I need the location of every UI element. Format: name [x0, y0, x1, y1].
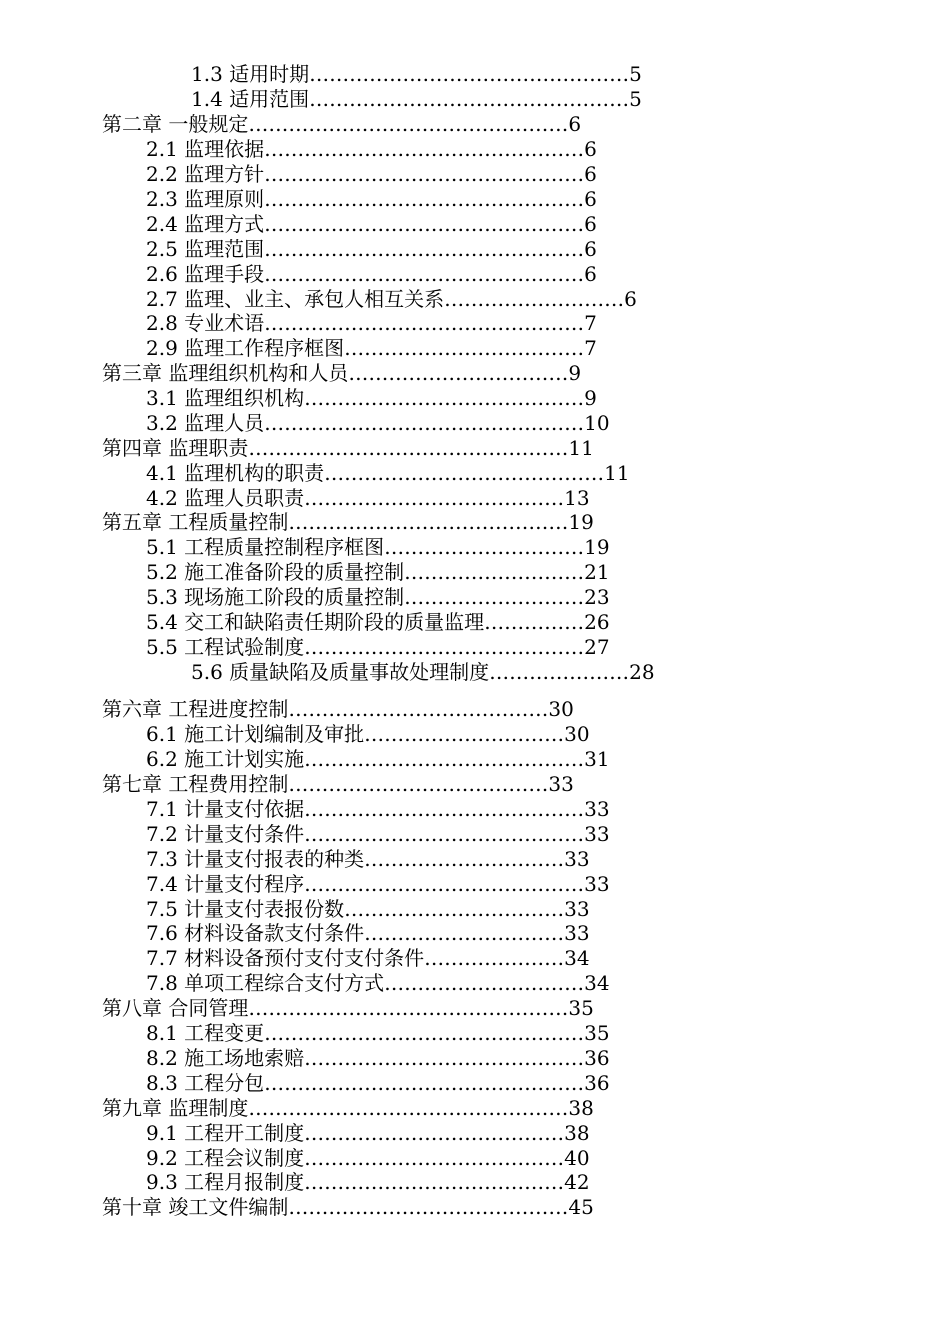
- toc-page-number: 6: [584, 212, 597, 236]
- toc-entry-title: 第九章 监理制度: [102, 1096, 249, 1120]
- toc-page-number: 19: [568, 510, 594, 534]
- toc-page-number: 35: [584, 1021, 610, 1045]
- toc-entry: [146, 1021, 610, 1045]
- toc-entry-title: 5.4 交工和缺陷责任期阶段的质量监理: [146, 610, 485, 634]
- toc-entry-title: 9.1 工程开工制度: [146, 1121, 305, 1145]
- toc-entry-title: 5.1 工程质量控制程序框图: [146, 535, 385, 559]
- toc-page-number: 21: [584, 560, 610, 584]
- toc-entry: [146, 585, 610, 609]
- toc-leader-dots: ……………………………………: [304, 635, 585, 659]
- toc-page-number: 6: [568, 112, 582, 136]
- toc-chapter-entry: [102, 436, 594, 460]
- toc-entry-title: 第三章 监理组织机构和人员: [102, 361, 349, 385]
- toc-entry: [146, 535, 610, 559]
- toc-leader-dots: …………………………: [364, 921, 565, 945]
- toc-leader-dots: ……………………………………: [304, 747, 585, 771]
- toc-page-number: 11: [604, 461, 630, 485]
- toc-entry-title: 2.4 监理方式: [146, 212, 265, 236]
- toc-entry: [146, 486, 590, 510]
- toc-leader-dots: ………………………: [444, 287, 625, 311]
- toc-page-number: 33: [584, 822, 610, 846]
- toc-entry-title: 第二章 一般规定: [102, 112, 249, 136]
- toc-leader-dots: ……………: [484, 610, 585, 634]
- toc-entry-title: 7.2 计量支付条件: [146, 822, 305, 846]
- toc-chapter-entry: [102, 772, 574, 796]
- toc-entry: [146, 1170, 590, 1194]
- toc-leader-dots: ……………………………………: [288, 1195, 569, 1219]
- toc-entry-title: 第七章 工程费用控制: [102, 772, 289, 796]
- toc-page-number: 33: [564, 847, 590, 871]
- toc-entry: [146, 411, 610, 435]
- toc-leader-dots: …………………………………………: [264, 1071, 585, 1095]
- toc-leader-dots: …………………………………: [304, 1146, 565, 1170]
- toc-entry: [146, 162, 597, 186]
- toc-entry-title: 7.6 材料设备款支付条件: [146, 921, 365, 945]
- toc-page-number: 33: [564, 897, 590, 921]
- toc-page-number: 33: [584, 797, 610, 821]
- toc-page-number: 13: [564, 486, 590, 510]
- toc-entry-title: 2.8 专业术语: [146, 311, 265, 335]
- toc-entry: [146, 262, 597, 286]
- toc-page-number: 5: [629, 87, 642, 111]
- toc-leader-dots: …………………………………………: [309, 62, 630, 86]
- toc-page-number: 33: [564, 921, 590, 945]
- toc-entry-title: 第四章 监理职责: [102, 436, 249, 460]
- toc-leader-dots: …………………………………………: [264, 137, 585, 161]
- toc-entry: [146, 336, 597, 360]
- toc-leader-dots: …………………………………………: [309, 87, 630, 111]
- toc-page-number: 6: [584, 237, 597, 261]
- toc-leader-dots: ……………………………………: [304, 386, 585, 410]
- toc-entry: [191, 660, 655, 684]
- toc-leader-dots: ……………………………………: [324, 461, 605, 485]
- toc-page-number: 7: [584, 336, 597, 360]
- toc-entry: [146, 237, 597, 261]
- toc-page-number: 6: [584, 137, 597, 161]
- toc-entry-title: 2.9 监理工作程序框图: [146, 336, 345, 360]
- toc-entry: [146, 311, 597, 335]
- toc-leader-dots: ………………………: [404, 560, 585, 584]
- toc-entry: [146, 847, 590, 871]
- toc-page-number: 33: [584, 872, 610, 896]
- toc-page-number: 36: [584, 1071, 610, 1095]
- toc-leader-dots: …………………………………………: [264, 1021, 585, 1045]
- toc-entry: [146, 797, 610, 821]
- toc-leader-dots: …………………………………………: [264, 187, 585, 211]
- toc-page-number: 26: [584, 610, 610, 634]
- toc-leader-dots: …………………………………………: [248, 996, 569, 1020]
- toc-leader-dots: ……………………………………: [304, 797, 585, 821]
- toc-entry: [146, 386, 597, 410]
- toc-leader-dots: …………………………………: [288, 697, 549, 721]
- toc-leader-dots: ……………………………: [344, 897, 565, 921]
- toc-page-number: 40: [564, 1146, 590, 1170]
- toc-leader-dots: ………………………: [404, 585, 585, 609]
- toc-page-number: 7: [584, 311, 597, 335]
- toc-entry-title: 7.1 计量支付依据: [146, 797, 305, 821]
- toc-entry-title: 第八章 合同管理: [102, 996, 249, 1020]
- toc-entry-title: 7.5 计量支付表报份数: [146, 897, 345, 921]
- toc-page-number: 10: [584, 411, 610, 435]
- toc-entry-title: 4.1 监理机构的职责: [146, 461, 325, 485]
- toc-leader-dots: …………………………: [364, 847, 565, 871]
- toc-entry: [146, 1046, 610, 1070]
- toc-entry-title: 5.3 现场施工阶段的质量控制: [146, 585, 405, 609]
- toc-leader-dots: …………………: [424, 946, 565, 970]
- toc-entry-title: 3.1 监理组织机构: [146, 386, 305, 410]
- toc-entry: [146, 722, 590, 746]
- toc-entry: [146, 822, 610, 846]
- toc-page-number: 6: [624, 287, 637, 311]
- toc-entry-title: 2.5 监理范围: [146, 237, 265, 261]
- toc-leader-dots: ……………………………………: [288, 510, 569, 534]
- toc-entry-title: 第五章 工程质量控制: [102, 510, 289, 534]
- toc-leader-dots: ……………………………………: [304, 872, 585, 896]
- toc-entry-title: 1.3 适用时期: [191, 62, 310, 86]
- toc-entry-title: 4.2 监理人员职责: [146, 486, 305, 510]
- toc-entry-title: 2.7 监理、业主、承包人相互关系: [146, 287, 445, 311]
- toc-page-number: 6: [584, 262, 597, 286]
- toc-leader-dots: …………………………………: [304, 1121, 565, 1145]
- toc-leader-dots: …………………………: [384, 971, 585, 995]
- toc-entry-title: 7.7 材料设备预付支付支付条件: [146, 946, 425, 970]
- toc-chapter-entry: [102, 1096, 594, 1120]
- toc-chapter-entry: [102, 112, 581, 136]
- toc-page-number: 9: [584, 386, 597, 410]
- toc-leader-dots: ………………………………: [344, 336, 585, 360]
- toc-page-number: 28: [629, 660, 655, 684]
- toc-leader-dots: ……………………………: [348, 361, 569, 385]
- toc-page-number: 38: [564, 1121, 590, 1145]
- toc-entry-title: 6.1 施工计划编制及审批: [146, 722, 365, 746]
- toc-entry-title: 2.6 监理手段: [146, 262, 265, 286]
- toc-entry-title: 3.2 监理人员: [146, 411, 265, 435]
- toc-entry: [146, 187, 597, 211]
- toc-entry: [146, 1146, 590, 1170]
- toc-entry: [146, 212, 597, 236]
- toc-leader-dots: …………………………………………: [248, 112, 569, 136]
- toc-leader-dots: …………………………………………: [264, 411, 585, 435]
- toc-leader-dots: …………………………………: [304, 1170, 565, 1194]
- toc-entry: [146, 1121, 590, 1145]
- toc-chapter-entry: [102, 1195, 594, 1219]
- toc-entry: [146, 635, 610, 659]
- toc-entry-title: 9.3 工程月报制度: [146, 1170, 305, 1194]
- toc-entry: [146, 872, 610, 896]
- toc-entry: [191, 87, 642, 111]
- toc-page-number: 30: [564, 722, 590, 746]
- toc-chapter-entry: [102, 510, 594, 534]
- toc-page-number: 38: [568, 1096, 594, 1120]
- toc-page-number: 42: [564, 1170, 590, 1194]
- toc-leader-dots: ……………………………………: [304, 822, 585, 846]
- toc-page-number: 45: [568, 1195, 594, 1219]
- toc-entry-title: 2.3 监理原则: [146, 187, 265, 211]
- toc-leader-dots: ……………………………………: [304, 1046, 585, 1070]
- toc-entry-title: 9.2 工程会议制度: [146, 1146, 305, 1170]
- toc-leader-dots: …………………………………………: [264, 212, 585, 236]
- toc-entry-title: 第十章 竣工文件编制: [102, 1195, 289, 1219]
- toc-entry: [146, 946, 590, 970]
- toc-entry-title: 5.6 质量缺陷及质量事故处理制度: [191, 660, 490, 684]
- toc-entry-title: 8.1 工程变更: [146, 1021, 265, 1045]
- toc-page-number: 5: [629, 62, 642, 86]
- toc-page-number: 6: [584, 162, 597, 186]
- toc-entry: [146, 610, 610, 634]
- toc-entry-title: 2.1 监理依据: [146, 137, 265, 161]
- toc-entry-title: 1.4 适用范围: [191, 87, 310, 111]
- toc-entry-title: 第六章 工程进度控制: [102, 697, 289, 721]
- toc-leader-dots: …………………: [489, 660, 630, 684]
- toc-leader-dots: …………………………………………: [264, 311, 585, 335]
- toc-leader-dots: …………………………………………: [264, 262, 585, 286]
- toc-page-number: 35: [568, 996, 594, 1020]
- toc-page-number: 34: [584, 971, 610, 995]
- toc-leader-dots: …………………………………………: [264, 162, 585, 186]
- toc-entry-title: 8.3 工程分包: [146, 1071, 265, 1095]
- toc-entry-title: 8.2 施工场地索赔: [146, 1046, 305, 1070]
- toc-entry-title: 5.5 工程试验制度: [146, 635, 305, 659]
- toc-entry: [146, 747, 610, 771]
- toc-leader-dots: …………………………………………: [264, 237, 585, 261]
- toc-entry: [146, 971, 610, 995]
- toc-page-number: 34: [564, 946, 590, 970]
- toc-page-number: 6: [584, 187, 597, 211]
- toc-entry: [146, 461, 630, 485]
- toc-chapter-entry: [102, 996, 594, 1020]
- toc-entry-title: 7.3 计量支付报表的种类: [146, 847, 365, 871]
- toc-page-number: 33: [548, 772, 574, 796]
- toc-leader-dots: …………………………: [384, 535, 585, 559]
- toc-page-number: 23: [584, 585, 610, 609]
- toc-entry-title: 6.2 施工计划实施: [146, 747, 305, 771]
- toc-page-number: 31: [584, 747, 610, 771]
- toc-page-number: 30: [548, 697, 574, 721]
- toc-entry-title: 2.2 监理方针: [146, 162, 265, 186]
- toc-page-number: 19: [584, 535, 610, 559]
- toc-page-number: 27: [584, 635, 610, 659]
- toc-chapter-entry: [102, 361, 581, 385]
- toc-entry: [146, 137, 597, 161]
- toc-leader-dots: …………………………………………: [248, 1096, 569, 1120]
- toc-page-number: 11: [568, 436, 594, 460]
- toc-entry: [146, 1071, 610, 1095]
- toc-chapter-entry: [102, 697, 574, 721]
- toc-entry-title: 5.2 施工准备阶段的质量控制: [146, 560, 405, 584]
- toc-entry-title: 7.4 计量支付程序: [146, 872, 305, 896]
- toc-entry: [146, 921, 590, 945]
- toc-leader-dots: …………………………: [364, 722, 565, 746]
- toc-leader-dots: …………………………………: [288, 772, 549, 796]
- toc-leader-dots: …………………………………: [304, 486, 565, 510]
- toc-entry: [146, 897, 590, 921]
- toc-entry: [146, 560, 610, 584]
- toc-leader-dots: …………………………………………: [248, 436, 569, 460]
- toc-page-number: 36: [584, 1046, 610, 1070]
- toc-entry-title: 7.8 单项工程综合支付方式: [146, 971, 385, 995]
- toc-page-number: 9: [568, 361, 582, 385]
- toc-entry: [146, 287, 637, 311]
- toc-entry: [191, 62, 642, 86]
